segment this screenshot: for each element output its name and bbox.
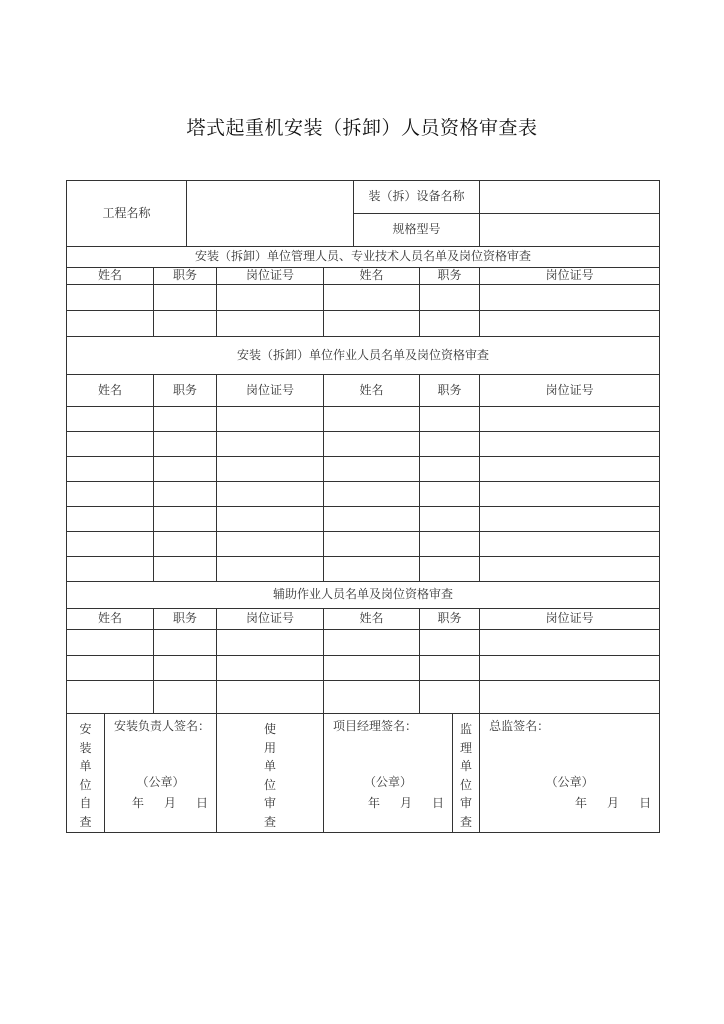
table-row xyxy=(67,285,660,311)
position-cell[interactable] xyxy=(420,285,480,311)
cert-cell[interactable] xyxy=(217,432,324,457)
name-cell[interactable] xyxy=(324,681,420,714)
cert-cell[interactable] xyxy=(480,630,660,656)
position-cell[interactable] xyxy=(420,656,480,681)
name-cell[interactable] xyxy=(324,432,420,457)
table-row xyxy=(67,681,660,714)
cert-cell[interactable] xyxy=(217,557,324,582)
name-cell[interactable] xyxy=(67,432,154,457)
table-row xyxy=(67,432,660,457)
table-row xyxy=(67,656,660,681)
col-cert-header: 岗位证号 xyxy=(480,268,660,285)
name-cell[interactable] xyxy=(324,507,420,532)
date-line: 年 月 日 xyxy=(575,796,652,810)
section-operator-title-row xyxy=(67,337,660,375)
use-unit-review-label: 使 用 单 位 审 查 xyxy=(217,714,324,833)
project-manager-signature-label: 项目经理签名： xyxy=(333,719,418,733)
position-cell[interactable] xyxy=(154,507,217,532)
header-row-1 xyxy=(67,181,660,214)
name-cell[interactable] xyxy=(67,507,154,532)
name-cell[interactable] xyxy=(324,482,420,507)
cert-cell[interactable] xyxy=(480,457,660,482)
equipment-name-label: 装（拆）设备名称 xyxy=(354,181,480,214)
position-cell[interactable] xyxy=(154,557,217,582)
official-seal-label: （公章） xyxy=(545,775,594,789)
cert-cell[interactable] xyxy=(480,407,660,432)
name-cell[interactable] xyxy=(324,311,420,337)
cert-cell[interactable] xyxy=(480,285,660,311)
cert-cell[interactable] xyxy=(217,656,324,681)
name-cell[interactable] xyxy=(67,557,154,582)
position-cell[interactable] xyxy=(154,407,217,432)
position-cell[interactable] xyxy=(154,311,217,337)
date-line: 年 月 日 xyxy=(368,796,445,810)
cert-cell[interactable] xyxy=(217,532,324,557)
name-cell[interactable] xyxy=(67,630,154,656)
cert-cell[interactable] xyxy=(217,482,324,507)
position-cell[interactable] xyxy=(420,532,480,557)
model-field[interactable] xyxy=(480,214,660,247)
position-cell[interactable] xyxy=(154,457,217,482)
section-auxiliary-title: 辅助作业人员名单及岗位资格审查 xyxy=(67,582,660,609)
col-position-header: 职务 xyxy=(420,609,480,630)
position-cell[interactable] xyxy=(154,681,217,714)
name-cell[interactable] xyxy=(67,532,154,557)
section-auxiliary-title-row xyxy=(67,582,660,609)
official-seal-label: （公章） xyxy=(364,775,413,789)
position-cell[interactable] xyxy=(154,532,217,557)
position-cell[interactable] xyxy=(154,432,217,457)
col-position-header: 职务 xyxy=(154,375,217,407)
name-cell[interactable] xyxy=(324,532,420,557)
name-cell[interactable] xyxy=(324,407,420,432)
cert-cell[interactable] xyxy=(480,311,660,337)
position-cell[interactable] xyxy=(420,630,480,656)
table-row xyxy=(67,557,660,582)
cert-cell[interactable] xyxy=(217,311,324,337)
col-cert-header: 岗位证号 xyxy=(480,375,660,407)
cert-cell[interactable] xyxy=(217,630,324,656)
cert-cell[interactable] xyxy=(217,681,324,714)
position-cell[interactable] xyxy=(420,482,480,507)
cert-cell[interactable] xyxy=(480,507,660,532)
name-cell[interactable] xyxy=(67,407,154,432)
name-cell[interactable] xyxy=(67,285,154,311)
col-position-header: 职务 xyxy=(154,609,217,630)
name-cell[interactable] xyxy=(67,457,154,482)
signature-row xyxy=(67,714,660,833)
col-name-header: 姓名 xyxy=(324,268,420,285)
col-name-header: 姓名 xyxy=(67,375,154,407)
name-cell[interactable] xyxy=(324,457,420,482)
install-unit-signature-area[interactable] xyxy=(105,714,217,833)
name-cell[interactable] xyxy=(324,285,420,311)
col-name-header: 姓名 xyxy=(324,609,420,630)
col-position-header: 职务 xyxy=(420,375,480,407)
position-cell[interactable] xyxy=(420,407,480,432)
section-management-title-row xyxy=(67,247,660,268)
col-cert-header: 岗位证号 xyxy=(217,609,324,630)
name-cell[interactable] xyxy=(324,630,420,656)
cert-cell[interactable] xyxy=(480,532,660,557)
date-line: 年 月 日 xyxy=(131,796,209,810)
col-cert-header: 岗位证号 xyxy=(217,375,324,407)
col-name-header: 姓名 xyxy=(67,268,154,285)
col-position-header: 职务 xyxy=(420,268,480,285)
model-label: 规格型号 xyxy=(354,214,480,247)
position-cell[interactable] xyxy=(420,507,480,532)
col-position-header: 职务 xyxy=(154,268,217,285)
official-seal-label: （公章） xyxy=(136,775,185,789)
section-operator-title: 安装（拆卸）单位作业人员名单及岗位资格审查 xyxy=(67,337,660,375)
col-cert-header: 岗位证号 xyxy=(217,268,324,285)
use-unit-signature-area[interactable] xyxy=(324,714,453,833)
table-row xyxy=(67,507,660,532)
section-operator-header-row xyxy=(67,375,660,407)
project-name-label: 工程名称 xyxy=(67,181,187,247)
project-name-field[interactable] xyxy=(187,181,354,247)
cert-cell[interactable] xyxy=(217,457,324,482)
table-row xyxy=(67,311,660,337)
supervise-unit-review-label: 监 理 单 位 审 查 xyxy=(453,714,480,833)
col-name-header: 姓名 xyxy=(324,375,420,407)
cert-cell[interactable] xyxy=(480,482,660,507)
table-row xyxy=(67,457,660,482)
name-cell[interactable] xyxy=(67,311,154,337)
name-cell[interactable] xyxy=(67,656,154,681)
cert-cell[interactable] xyxy=(217,285,324,311)
position-cell[interactable] xyxy=(420,457,480,482)
position-cell[interactable] xyxy=(154,285,217,311)
table-row xyxy=(67,532,660,557)
name-cell[interactable] xyxy=(324,557,420,582)
position-cell[interactable] xyxy=(154,656,217,681)
position-cell[interactable] xyxy=(154,630,217,656)
install-lead-signature-label: 安装负责人签名： xyxy=(114,719,211,733)
chief-supervisor-signature-label: 总监签名： xyxy=(489,719,550,733)
cert-cell[interactable] xyxy=(217,407,324,432)
col-cert-header: 岗位证号 xyxy=(480,609,660,630)
col-name-header: 姓名 xyxy=(67,609,154,630)
position-cell[interactable] xyxy=(420,557,480,582)
cert-cell[interactable] xyxy=(217,507,324,532)
name-cell[interactable] xyxy=(324,656,420,681)
name-cell[interactable] xyxy=(67,681,154,714)
cert-cell[interactable] xyxy=(480,656,660,681)
table-row xyxy=(67,630,660,656)
page-title: 塔式起重机安装（拆卸）人员资格审查表 xyxy=(186,117,538,139)
section-auxiliary-header-row xyxy=(67,609,660,630)
position-cell[interactable] xyxy=(420,681,480,714)
table-row xyxy=(67,482,660,507)
cert-cell[interactable] xyxy=(480,681,660,714)
cert-cell[interactable] xyxy=(480,557,660,582)
position-cell[interactable] xyxy=(154,482,217,507)
name-cell[interactable] xyxy=(67,482,154,507)
supervise-unit-signature-area[interactable] xyxy=(480,714,660,833)
section-management-header-row xyxy=(67,268,660,285)
review-form-table xyxy=(66,180,660,833)
position-cell[interactable] xyxy=(420,311,480,337)
section-management-title: 安装（拆卸）单位管理人员、专业技术人员名单及岗位资格审查 xyxy=(67,247,660,268)
equipment-name-field[interactable] xyxy=(480,181,660,214)
position-cell[interactable] xyxy=(420,432,480,457)
table-row xyxy=(67,407,660,432)
cert-cell[interactable] xyxy=(480,432,660,457)
install-unit-self-check-label: 安 装 单 位 自 查 xyxy=(67,714,105,833)
